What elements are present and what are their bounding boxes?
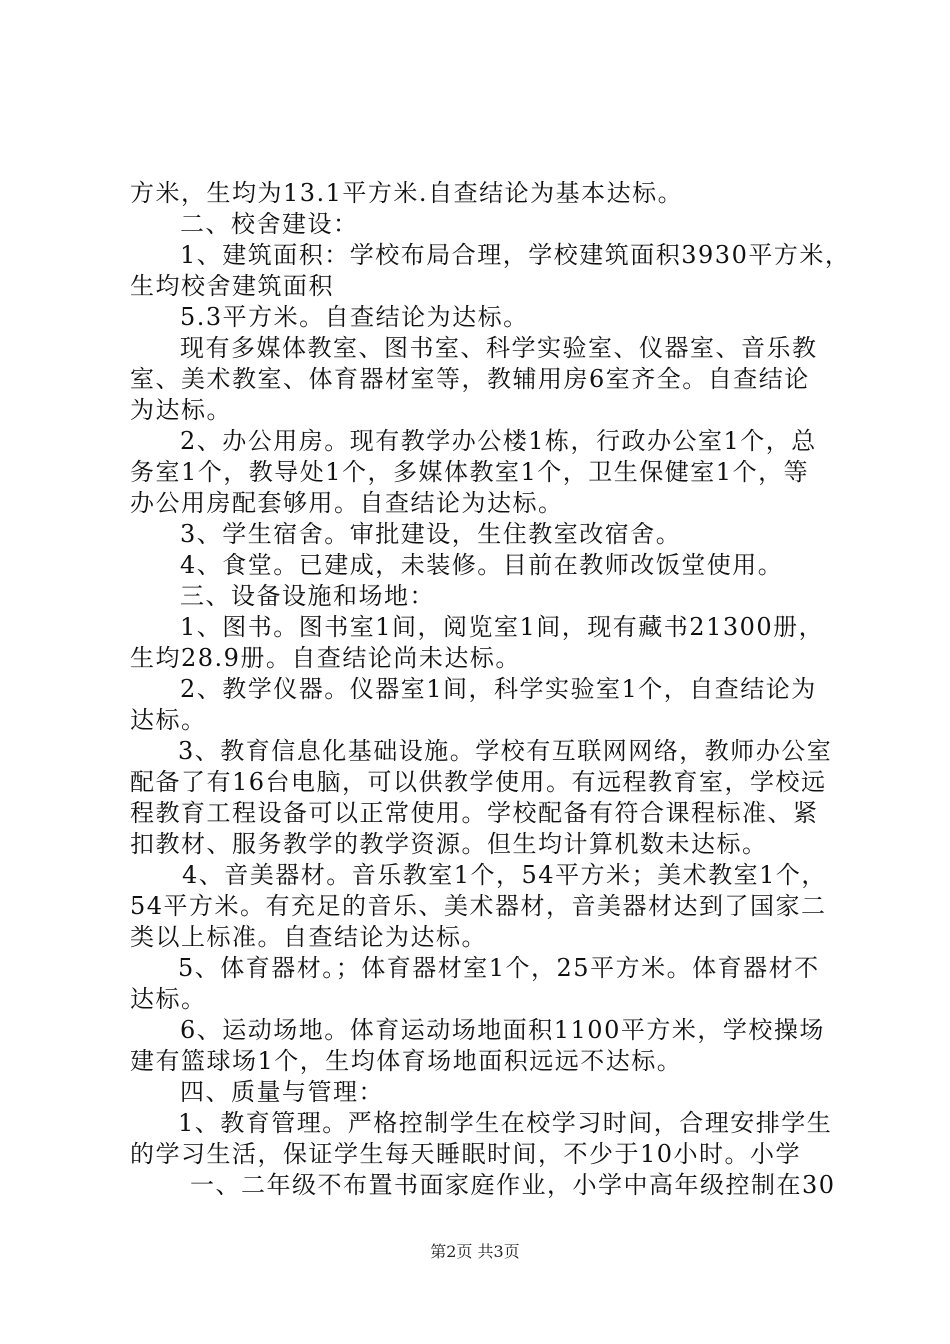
- page-number-footer: 第2页 共3页: [430, 1242, 520, 1261]
- text-line-1: 方米，生均为13.1平方米.自查结论为基本达标。: [130, 179, 684, 207]
- text-line-7: 室、美术教室、体育器材室等，教辅用房6室齐全。自查结论: [130, 365, 810, 393]
- text-line-3: 1、建筑面积：学校布局合理，学校建筑面积3930平方米，: [180, 241, 851, 269]
- text-line-22: 扣教材、服务教学的教学资源。但生均计算机数未达标。: [130, 830, 768, 858]
- text-line-4: 生均校舍建筑面积: [130, 272, 334, 300]
- text-line-32: 的学习生活，保证学生每天睡眠时间，不少于10小时。小学: [130, 1140, 802, 1168]
- text-line-5: 5.3平方米。自查结论为达标。: [180, 303, 529, 331]
- section-heading-2: 二、校舍建设：: [180, 210, 359, 238]
- text-line-29: 建有篮球场1个，生均体育场地面积远远不达标。: [130, 1047, 683, 1075]
- text-line-18: 达标。: [130, 706, 207, 734]
- text-line-27: 达标。: [130, 985, 207, 1013]
- text-line-12: 3、学生宿舍。审批建设，生住教室改宿舍。: [180, 520, 682, 548]
- text-line-25: 类以上标准。自查结论为达标。: [130, 923, 487, 951]
- text-line-26: 5、体育器材。；体育器材室1个，25平方米。体育器材不: [178, 954, 820, 982]
- text-line-10: 务室1个，教导处1个，多媒体教室1个，卫生保健室1个，等: [130, 458, 810, 486]
- text-line-21: 程教育工程设备可以正常使用。学校配备有符合课程标准、紧: [130, 799, 819, 827]
- text-line-13: 4、食堂。已建成，未装修。目前在教师改饭堂使用。: [180, 551, 784, 579]
- text-line-17: 2、教学仪器。仪器室1间，科学实验室1个，自查结论为: [180, 675, 817, 703]
- text-line-6: 现有多媒体教室、图书室、科学实验室、仪器室、音乐教: [180, 334, 818, 362]
- text-line-31: 1、教育管理。严格控制学生在校学习时间，合理安排学生: [178, 1109, 833, 1137]
- text-line-11: 办公用房配套够用。自查结论为达标。: [130, 489, 564, 517]
- text-line-16: 生均28.9册。自查结论尚未达标。: [130, 644, 521, 672]
- section-heading-4: 四、质量与管理：: [180, 1078, 384, 1106]
- text-line-9: 2、办公用房。现有教学办公楼1栋，行政办公室1个，总: [180, 427, 817, 455]
- text-line-19: 3、教育信息化基础设施。学校有互联网网络，教师办公室: [178, 737, 833, 765]
- text-line-23: 4、音美器材。音乐教室1个，54平方米；美术教室1个，: [182, 861, 827, 889]
- text-line-28: 6、运动场地。体育运动场地面积1100平方米，学校操场: [180, 1016, 825, 1044]
- text-line-33: 一、二年级不布置书面家庭作业，小学中高年级控制在30: [190, 1171, 836, 1199]
- section-heading-3: 三、设备设施和场地：: [180, 582, 435, 610]
- text-line-24: 54平方米。有充足的音乐、美术器材，音美器材达到了国家二: [130, 892, 827, 920]
- text-line-20: 配备了有16台电脑，可以供教学使用。有远程教育室，学校远: [130, 768, 827, 796]
- text-line-8: 为达标。: [130, 396, 232, 424]
- text-line-15: 1、图书。图书室1间，阅览室1间，现有藏书21300册，: [180, 613, 825, 641]
